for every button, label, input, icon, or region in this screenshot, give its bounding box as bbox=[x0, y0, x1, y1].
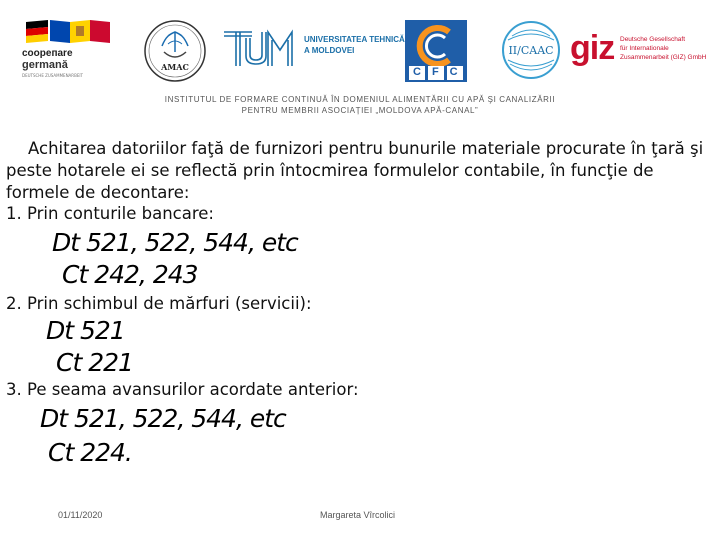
germany-moldova-flags-icon bbox=[20, 18, 115, 48]
entry3-debit: Dt 521, 522, 544, etc bbox=[40, 404, 286, 433]
iiaac-logo bbox=[500, 20, 562, 80]
utm-logo-icon bbox=[222, 22, 302, 72]
logo-bar bbox=[0, 0, 720, 90]
institute-title-line2: PENTRU MEMBRII ASOCIAȚIEI „MOLDOVA APĂ-CANAL” bbox=[241, 106, 479, 115]
cooperation-line3: DEUTSCHE ZUSAMMENARBEIT bbox=[22, 73, 83, 78]
entry3-credit: Ct 224. bbox=[48, 438, 132, 467]
amac-text: AMAC bbox=[161, 62, 189, 72]
giz-logo bbox=[570, 30, 710, 70]
cfc-text: CFC bbox=[413, 66, 469, 78]
entry2-debit: Dt 521 bbox=[46, 316, 125, 345]
giz-line1: Deutsche Gesellschaft bbox=[620, 36, 686, 43]
entry2-credit: Ct 221 bbox=[56, 348, 133, 377]
giz-line3: Zusammenarbeit (GIZ) GmbH bbox=[620, 54, 707, 61]
cooperation-line2: germană bbox=[22, 59, 68, 71]
giz-line2: für Internationale bbox=[620, 45, 669, 52]
item-bank-accounts: 1. Prin conturile bancare: bbox=[6, 204, 214, 223]
iiaac-text: II/CAAC bbox=[508, 44, 554, 57]
item-goods-exchange: 2. Prin schimbul de mărfuri (servicii): bbox=[6, 294, 312, 313]
cfc-letters bbox=[405, 66, 467, 78]
cfc-logo bbox=[405, 20, 467, 82]
footer-date: 01/11/2020 bbox=[58, 510, 103, 520]
footer-author: Margareta Vîrcolici bbox=[320, 510, 396, 520]
entry1-debit: Dt 521, 522, 544, etc bbox=[52, 228, 298, 257]
utm-line2: A MOLDOVEI bbox=[304, 46, 355, 55]
cooperation-line1: coopeпare bbox=[22, 48, 73, 59]
amac-logo bbox=[140, 18, 210, 84]
entry1-credit: Ct 242, 243 bbox=[62, 260, 198, 289]
intro-paragraph: Achitarea datoriilor faţă de furnizori pentru bunurile materiale procurate în ţară şi peste hotarele ei se reflectă prin întocmirea formulelor contabile, în funcţie de formele de decontare: bbox=[6, 139, 704, 202]
utm-line1: UNIVERSITATEA TEHNICĂ bbox=[304, 35, 405, 44]
giz-word: giz bbox=[570, 29, 615, 67]
iiaac-logo-icon bbox=[500, 20, 562, 80]
item-advances: 3. Pe seama avansurilor acordate anterior: bbox=[6, 380, 359, 399]
institute-title-line1: INSTITUTUL DE FORMARE CONTINUĂ ÎN DOMENIUL ALIMENTĂRII CU APĂ ŞI CANALIZĂRII bbox=[164, 95, 556, 104]
utm-logo bbox=[222, 22, 405, 72]
cooperation-logo bbox=[20, 18, 115, 80]
amac-emblem-icon bbox=[140, 18, 210, 84]
